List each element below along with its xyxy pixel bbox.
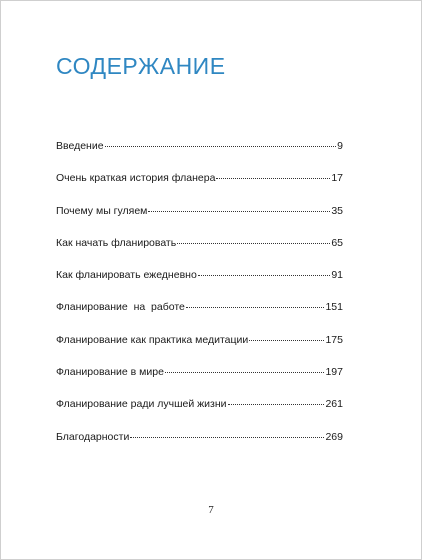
toc-entry-page: 91 (331, 269, 343, 282)
toc-entry-page: 269 (325, 430, 343, 443)
toc-leader-dots (198, 275, 331, 276)
toc-entry-label: Как начать фланировать (56, 236, 177, 249)
toc-entry-label: Благодарности (56, 430, 130, 443)
toc-entry (56, 431, 343, 463)
toc-entry-page: 175 (325, 333, 343, 346)
toc-leader-dots (148, 211, 330, 212)
toc-leader-dots (249, 340, 324, 341)
toc-entry-label: Фланирование как практика медитации (56, 333, 249, 346)
page-number: 7 (208, 504, 214, 516)
toc-entry (56, 172, 343, 204)
toc-entry-page: 261 (325, 398, 343, 411)
toc-entry-label: Очень краткая история фланера (56, 172, 216, 185)
toc-entry (56, 269, 343, 301)
toc-entry-label: Фланирование ради лучшей жизни (56, 398, 227, 411)
toc-entry-page: 197 (325, 366, 343, 379)
toc-entry (56, 366, 343, 398)
toc-entry-page: 9 (337, 140, 343, 152)
toc-entry-label: Фланирование на работе (56, 301, 185, 314)
toc-entry-page: 17 (331, 172, 343, 185)
toc-leader-dots (165, 372, 325, 373)
toc-entry-label: Почему мы гуляем (56, 204, 148, 217)
toc-entry-label: Введение (56, 140, 104, 152)
toc-entry (56, 237, 343, 269)
page-title: СОДЕРЖАНИЕ (56, 53, 226, 79)
toc-leader-dots (228, 404, 325, 405)
toc-entry-label: Как фланировать ежедневно (56, 269, 197, 282)
toc-entry (56, 398, 343, 430)
toc-entry (56, 334, 343, 366)
toc-leader-dots (105, 146, 337, 147)
toc-entry (56, 301, 343, 333)
toc-leader-dots (216, 178, 330, 179)
toc-entry-page: 35 (331, 204, 343, 217)
toc-leader-dots (177, 243, 330, 244)
toc-leader-dots (186, 307, 325, 308)
toc-entry-page: 65 (331, 236, 343, 249)
toc-entry-label: Фланирование в мире (56, 366, 164, 379)
toc-entry (56, 205, 343, 237)
toc-entry-page: 151 (325, 301, 343, 314)
toc-entry (56, 140, 343, 172)
table-of-contents (56, 140, 343, 463)
toc-leader-dots (130, 437, 324, 438)
